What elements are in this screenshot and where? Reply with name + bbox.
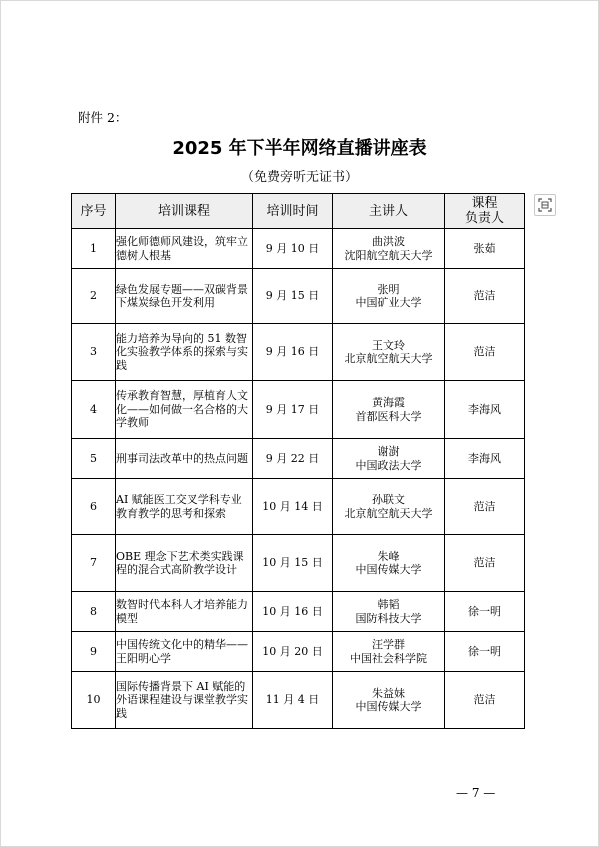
cell-owner: 范洁 [445, 324, 525, 381]
speaker-name: 曲洪波 [372, 235, 405, 248]
cell-speaker [333, 535, 445, 592]
cell-no: 10 [72, 672, 116, 729]
attachment-label: 附件 2： [78, 110, 128, 125]
cell-course: 国际传播背景下 AI 赋能的外语课程建设与课堂教学实践 [116, 672, 253, 729]
table-row [72, 592, 525, 632]
cell-owner: 范洁 [445, 479, 525, 535]
speaker-name: 汪学群 [372, 638, 405, 651]
cell-course: 能力培养为导向的 51 数智化实验教学体系的探索与实践 [116, 324, 253, 381]
cell-no: 7 [72, 535, 116, 592]
cell-speaker [333, 479, 445, 535]
table-row [72, 479, 525, 535]
cell-owner: 徐一明 [445, 632, 525, 672]
speaker-name: 谢澍 [377, 445, 400, 458]
speaker-org: 中国政法大学 [355, 458, 422, 472]
cell-no: 8 [72, 592, 116, 632]
cell-course: 传承教育智慧，厚植育人文化——如何做一名合格的大学教师 [116, 381, 253, 439]
speaker-org: 中国矿业大学 [355, 296, 422, 309]
cell-no: 2 [72, 269, 116, 324]
cell-time: 9 月 10 日 [253, 229, 333, 269]
header-no: 序号 [72, 194, 116, 229]
cell-speaker [333, 672, 445, 729]
speaker-name: 张明 [377, 282, 400, 296]
speaker-name: 黄海霞 [372, 396, 405, 409]
cell-time: 10 月 14 日 [253, 479, 333, 535]
table-row [72, 632, 525, 672]
speaker-org: 国防科技大学 [355, 611, 422, 625]
cell-speaker [333, 229, 445, 269]
cell-course: 中国传统文化中的精华——王阳明心学 [116, 632, 253, 672]
cell-speaker [333, 269, 445, 324]
cell-time: 9 月 15 日 [253, 269, 333, 324]
cell-course: 数智时代本科人才培养能力模型 [116, 592, 253, 632]
table-header-row [72, 194, 525, 229]
cell-time: 9 月 16 日 [253, 324, 333, 381]
cell-time: 11 月 4 日 [253, 672, 333, 729]
speaker-org: 沈阳航空航天大学 [344, 248, 433, 262]
header-time: 培训时间 [253, 194, 333, 229]
table-tool-button[interactable] [534, 194, 556, 216]
speaker-name: 朱益妹 [372, 686, 405, 700]
cell-no: 6 [72, 479, 116, 535]
header-owner-line1: 课程 [471, 196, 498, 211]
cell-time: 10 月 15 日 [253, 535, 333, 592]
speaker-name: 王文玲 [372, 338, 405, 352]
qr-scan-icon [538, 198, 552, 212]
cell-time: 9 月 22 日 [253, 439, 333, 479]
page-title: 2025 年下半年网络直播讲座表 [172, 138, 427, 159]
cell-owner: 范洁 [445, 535, 525, 592]
cell-speaker [333, 324, 445, 381]
cell-speaker [333, 439, 445, 479]
speaker-name: 韩韬 [377, 598, 400, 611]
cell-course: OBE 理念下艺术类实践课程的混合式高阶教学设计 [116, 535, 253, 592]
table-row [72, 269, 525, 324]
cell-course: 刑事司法改革中的热点问题 [116, 439, 253, 479]
cell-owner: 范洁 [445, 672, 525, 729]
speaker-org: 北京航空航天大学 [344, 506, 433, 520]
speaker-org: 首都医科大学 [355, 409, 422, 423]
cell-owner: 张茹 [445, 229, 525, 269]
table-row [72, 439, 525, 479]
cell-owner: 李海风 [445, 439, 525, 479]
header-speaker: 主讲人 [333, 194, 445, 229]
speaker-name: 朱峰 [377, 549, 400, 563]
cell-owner: 李海风 [445, 381, 525, 439]
table-row [72, 324, 525, 381]
page-number: — 7 — [456, 786, 496, 800]
header-course: 培训课程 [116, 194, 253, 229]
cell-owner: 范洁 [445, 269, 525, 324]
page-subtitle: （免费旁听无证书） [240, 170, 358, 185]
cell-speaker [333, 381, 445, 439]
table-row [72, 229, 525, 269]
cell-no: 9 [72, 632, 116, 672]
table-row [72, 381, 525, 439]
cell-time: 10 月 16 日 [253, 592, 333, 632]
speaker-org: 北京航空航天大学 [344, 352, 433, 365]
cell-no: 4 [72, 381, 116, 439]
header-owner-line2: 负责人 [464, 211, 504, 226]
lecture-table [71, 193, 525, 729]
speaker-org: 中国社会科学院 [350, 651, 427, 665]
cell-time: 10 月 20 日 [253, 632, 333, 672]
cell-speaker [333, 632, 445, 672]
cell-time: 9 月 17 日 [253, 381, 333, 439]
cell-course: 绿色发展专题——双碳背景下煤炭绿色开发利用 [116, 269, 253, 324]
cell-course: AI 赋能医工交叉学科专业教育教学的思考和探索 [116, 479, 253, 535]
header-owner [445, 194, 525, 229]
speaker-name: 孙联文 [372, 493, 405, 506]
speaker-org: 中国传媒大学 [355, 700, 422, 713]
speaker-org: 中国传媒大学 [355, 563, 422, 576]
table-row [72, 672, 525, 729]
cell-no: 3 [72, 324, 116, 381]
cell-speaker [333, 592, 445, 632]
cell-no: 5 [72, 439, 116, 479]
cell-course: 强化师德师风建设，筑牢立德树人根基 [116, 229, 253, 269]
cell-owner: 徐一明 [445, 592, 525, 632]
cell-no: 1 [72, 229, 116, 269]
table-row [72, 535, 525, 592]
